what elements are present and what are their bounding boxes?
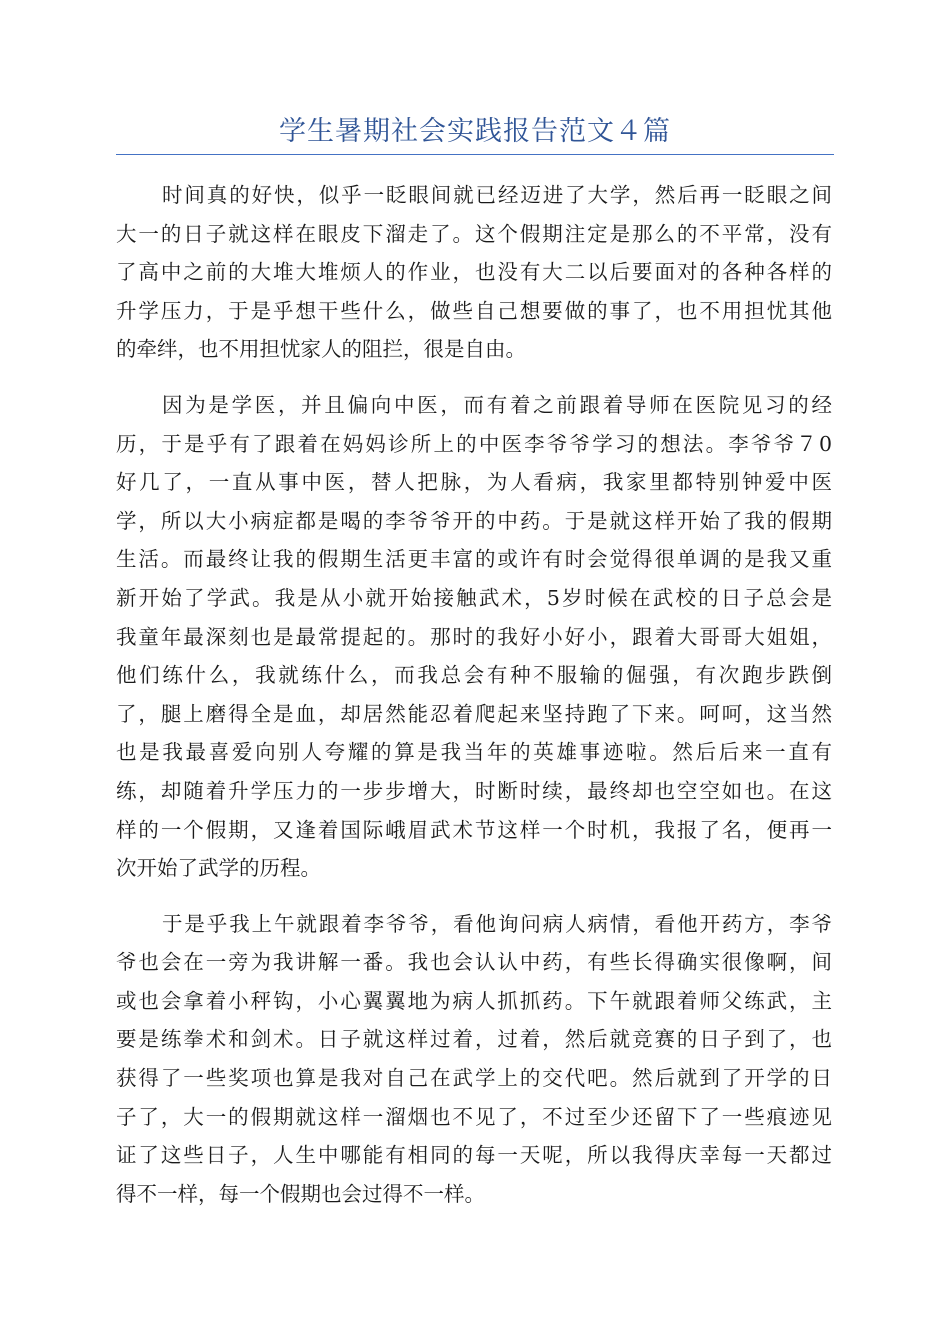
paragraph-line: 的牵绊，也不用担忧家人的阻拦，很是自由。 — [116, 337, 526, 362]
paragraph-3 — [116, 905, 832, 1214]
paragraph-line: 或也会拿着小秤钩，小心翼翼地为病人抓抓药。下午就跟着师父练武，主 — [116, 988, 832, 1013]
document-body — [116, 176, 832, 1230]
title-underline — [116, 154, 834, 155]
paragraph-line: 次开始了武学的历程。 — [116, 856, 321, 881]
paragraph-line: 于是乎我上午就跟着李爷爷，看他询问病人病情，看他开药方，李爷 — [162, 911, 832, 936]
paragraph-line: 时间真的好快，似乎一眨眼间就已经迈进了大学，然后再一眨眼之间 — [162, 183, 832, 207]
paragraph-line: 他们练什么，我就练什么，而我总会有种不服输的倔强，有次跑步跌倒 — [116, 663, 832, 688]
paragraph-line: 获得了一些奖项也算是我对自己在武学上的交代吧。然后就到了开学的日 — [116, 1066, 832, 1091]
paragraph-line: 了，腿上磨得全是血，却居然能忍着爬起来坚持跑了下来。呵呵，这当然 — [116, 701, 832, 726]
paragraph-line: 历，于是乎有了跟着在妈妈诊所上的中医李爷爷学习的想法。李爷爷７0 — [116, 431, 832, 456]
paragraph-line: 得不一样，每一个假期也会过得不一样。 — [116, 1181, 485, 1206]
paragraph-line: 爷也会在一旁为我讲解一番。我也会认认中药，有些长得确实很像啊，间 — [116, 950, 832, 975]
paragraph-line: 大一的日子就这样在眼皮下溜走了。这个假期注定是那么的不平常，没有 — [116, 221, 832, 246]
paragraph-line: 新开始了学武。我是从小就开始接触武术，5岁时候在武校的日子总会是 — [116, 585, 832, 610]
paragraph-2 — [116, 386, 832, 888]
paragraph-line: 我童年最深刻也是最常提起的。那时的我好小好小，跟着大哥哥大姐姐， — [116, 624, 832, 649]
paragraph-line: 好几了，一直从事中医，替人把脉，为人看病，我家里都特别钟爱中医 — [116, 470, 832, 495]
paragraph-line: 也是我最喜爱向别人夸耀的算是我当年的英雄事迹啦。然后后来一直有 — [116, 740, 832, 765]
paragraph-line: 要是练拳术和剑术。日子就这样过着，过着，然后就竞赛的日子到了，也 — [116, 1027, 832, 1052]
paragraph-line: 练，却随着升学压力的一步步增大，时断时续，最终却也空空如也。在这 — [116, 778, 832, 803]
paragraph-line: 生活。而最终让我的假期生活更丰富的或许有时会觉得很单调的是我又重 — [116, 547, 832, 572]
document-title: 学生暑期社会实践报告范文４篇 — [279, 116, 671, 147]
paragraph-line: 升学压力，于是乎想干些什么，做些自己想要做的事了，也不用担忧其他 — [116, 298, 832, 323]
paragraph-line: 因为是学医，并且偏向中医，而有着之前跟着导师在医院见习的经 — [162, 392, 832, 417]
paragraph-1 — [116, 176, 832, 369]
paragraph-line: 证了这些日子，人生中哪能有相同的每一天呢，所以我得庆幸每一天都过 — [116, 1143, 832, 1168]
paragraph-line: 子了，大一的假期就这样一溜烟也不见了，不过至少还留下了一些痕迹见 — [116, 1104, 832, 1129]
paragraph-line: 了高中之前的大堆大堆烦人的作业，也没有大二以后要面对的各种各样的 — [116, 260, 832, 285]
paragraph-line: 学，所以大小病症都是喝的李爷爷开的中药。于是就这样开始了我的假期 — [116, 508, 832, 533]
paragraph-line: 样的一个假期，又逢着国际峨眉武术节这样一个时机，我报了名，便再一 — [116, 817, 832, 842]
